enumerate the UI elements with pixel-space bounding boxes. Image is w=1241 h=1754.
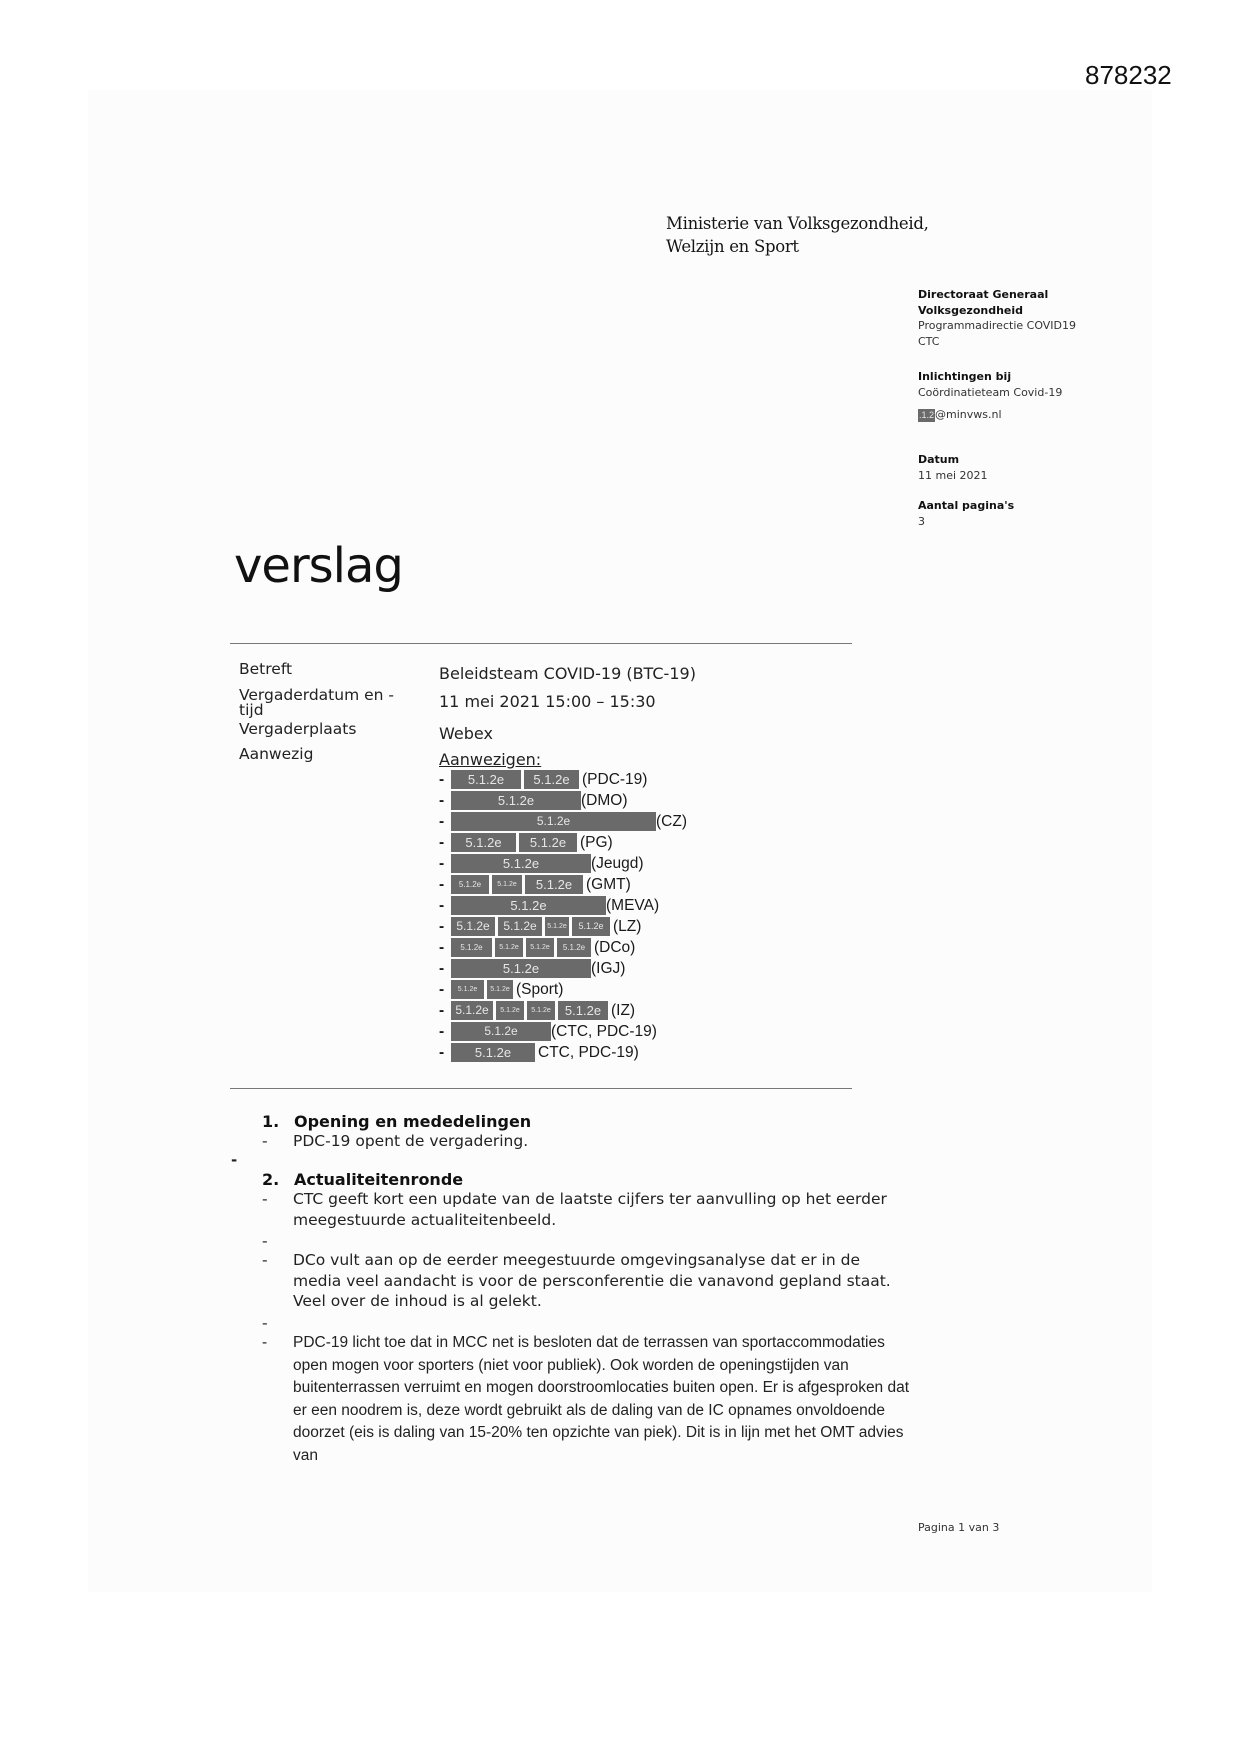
redaction-block: 5.1.2e bbox=[451, 1022, 551, 1041]
datetime-label: Vergaderdatum en - tijd bbox=[239, 686, 394, 719]
attendee-row: - 5.1.2e 5.1.2e (PDC-19) bbox=[439, 770, 648, 788]
pages-block bbox=[918, 498, 1014, 529]
attendee-org: (PG) bbox=[580, 833, 613, 851]
attendee-row: - 5.1.2e 5.1.2e (PG) bbox=[439, 833, 613, 851]
attendee-org: (LZ) bbox=[613, 917, 642, 935]
section-bullet: - DCo vult aan op de eerder meegestuurde omgevingsanalyse dat er in de media veel aandacht is voor de persconferentie die vanavond gepland staat. Veel over de inhoud is al gelekt. bbox=[262, 1251, 891, 1310]
redaction-block: 5.1.2e bbox=[451, 854, 591, 873]
redaction-block: 5.1.2e bbox=[451, 917, 495, 936]
attendee-row: - 5.1.2e 5.1.2e 5.1.2e 5.1.2e (LZ) bbox=[439, 917, 642, 935]
attendee-row: - 5.1.2e (CTC, PDC-19) bbox=[439, 1022, 657, 1040]
attendee-row: - 5.1.2e (MEVA) bbox=[439, 896, 660, 914]
date-label: Datum bbox=[918, 453, 960, 466]
ministry-logo-text bbox=[666, 212, 929, 258]
section-bullet: - CTC geeft kort een update van de laatste cijfers ter aanvulling op het eerder meegestuurde actualiteitenbeeld. bbox=[262, 1190, 887, 1229]
attendee-org: (IGJ) bbox=[591, 959, 626, 977]
redaction-block: 5.1.2e bbox=[496, 1001, 524, 1020]
redaction-block: 5.1.2e bbox=[451, 959, 591, 978]
redaction-block: 5.1.2e bbox=[451, 812, 656, 831]
email-domain: @minvws.nl bbox=[935, 408, 1002, 421]
info-title: Inlichtingen bij bbox=[918, 370, 1012, 383]
ministry-line-2: Welzijn en Sport bbox=[666, 237, 799, 256]
pages-value: 3 bbox=[918, 514, 925, 528]
info-email bbox=[918, 407, 1062, 423]
redaction-block: 5.1.2e bbox=[451, 833, 516, 852]
redaction-block: 5.1.2e bbox=[492, 875, 522, 894]
redaction-block: 5.1.2e bbox=[526, 938, 554, 957]
subject-label: Betreft bbox=[239, 660, 293, 678]
redaction-block: 5.1.2e bbox=[545, 917, 569, 936]
redaction-block: 5.1.2e bbox=[451, 896, 606, 915]
redaction-block: 5.1.2e bbox=[451, 791, 581, 810]
subject-value: Beleidsteam COVID-19 (BTC-19) bbox=[439, 664, 696, 683]
attendee-org: (CZ) bbox=[656, 812, 687, 830]
redaction-block: 5.1.2e bbox=[572, 917, 610, 936]
attendee-row: - 5.1.2e 5.1.2e 5.1.2e (GMT) bbox=[439, 875, 631, 893]
present-label: Aanwezig bbox=[239, 745, 314, 763]
attendee-row: - 5.1.2e 5.1.2e 5.1.2e 5.1.2e (DCo) bbox=[439, 938, 636, 956]
section-heading: 2. Actualiteitenronde bbox=[262, 1170, 464, 1189]
attendee-org: (DMO) bbox=[581, 791, 628, 809]
attendee-row: - 5.1.2e 5.1.2e (Sport) bbox=[439, 980, 564, 998]
directorate-title-1: Directoraat Generaal bbox=[918, 288, 1049, 301]
redaction-block: 5.1.2e bbox=[495, 938, 523, 957]
redaction-block: 5.1.2e bbox=[519, 833, 577, 852]
document-number: 878232 bbox=[1085, 60, 1172, 90]
location-value: Webex bbox=[439, 724, 493, 743]
redaction-block: 5.1.2e bbox=[527, 1001, 555, 1020]
attendee-row: - 5.1.2e CTC, PDC-19) bbox=[439, 1043, 639, 1061]
attendee-org: (Jeugd) bbox=[591, 854, 644, 872]
directorate-title-2: Volksgezondheid bbox=[918, 303, 1024, 317]
location-label: Vergaderplaats bbox=[239, 720, 357, 738]
divider-top bbox=[230, 643, 852, 644]
directorate-line-2: CTC bbox=[918, 334, 940, 348]
attendee-org: (GMT) bbox=[586, 875, 631, 893]
redaction-block: 5.1.2e bbox=[525, 875, 583, 894]
redaction-block: 5.1.2e bbox=[524, 770, 579, 789]
attendee-org: CTC, PDC-19) bbox=[538, 1043, 639, 1061]
redaction-block: 5.1.2e bbox=[451, 938, 492, 957]
attendee-row: - 5.1.2e (CZ) bbox=[439, 812, 687, 830]
document-title: verslag bbox=[234, 538, 403, 594]
redaction-block: 5.1.2e bbox=[558, 1001, 608, 1020]
attendee-org: (IZ) bbox=[611, 1001, 636, 1019]
attendee-org: (PDC-19) bbox=[582, 770, 648, 788]
present-heading: Aanwezigen: bbox=[439, 750, 542, 769]
attendee-org: (CTC, PDC-19) bbox=[551, 1022, 657, 1040]
datetime-value: 11 mei 2021 15:00 – 15:30 bbox=[439, 692, 656, 711]
ministry-line-1: Ministerie van Volksgezondheid, bbox=[666, 214, 929, 233]
attendee-row: - 5.1.2e 5.1.2e 5.1.2e 5.1.2e (IZ) bbox=[439, 1001, 636, 1019]
directorate-block bbox=[918, 287, 1076, 349]
date-value: 11 mei 2021 bbox=[918, 468, 988, 482]
section-heading: 1. Opening en mededelingen bbox=[262, 1112, 532, 1131]
redaction-block: 5.1.2e bbox=[557, 938, 591, 957]
directorate-line-1: Programmadirectie COVID19 bbox=[918, 319, 1077, 332]
attendee-org: (Sport) bbox=[516, 980, 564, 998]
info-block bbox=[918, 369, 1062, 423]
stray-dash: - bbox=[231, 1151, 238, 1169]
redaction-block: 5.1.2e bbox=[451, 875, 489, 894]
page-footer: Pagina 1 van 3 bbox=[918, 1521, 1000, 1534]
attendee-row: - 5.1.2e (Jeugd) bbox=[439, 854, 644, 872]
redaction-block: 5.1.2e bbox=[451, 1001, 493, 1020]
attendee-org: (DCo) bbox=[594, 938, 636, 956]
section-bullet: - PDC-19 opent de vergadering. bbox=[262, 1132, 529, 1150]
attendee-org: (MEVA) bbox=[606, 896, 660, 914]
section-bullet: - PDC-19 licht toe dat in MCC net is besloten dat de terrassen van sportaccommodaties open mogen voor sporters (niet voor publiek). Ook worden de openingstijden van buitenterrassen verruimt en mogen doorstroomlocaties buiten open. Er is afgesproken dat er een noodrem is, deze wordt gebruikt als de daling van de IC opnames onvoldoende doorzet (eis is daling van 15-20% ten opzichte van piek). Dit is in lijn met het OMT advies van bbox=[262, 1334, 910, 1464]
info-team: Coördinatieteam Covid-19 bbox=[918, 385, 1063, 399]
redaction-block: 5.1.2e bbox=[451, 1043, 535, 1062]
date-block bbox=[918, 452, 988, 483]
attendee-row: - 5.1.2e (IGJ) bbox=[439, 959, 626, 977]
redaction-block: 5.1.2e bbox=[487, 980, 513, 999]
redaction-block: 5.1.2e bbox=[451, 980, 484, 999]
pages-label: Aantal pagina's bbox=[918, 499, 1015, 512]
divider-bottom bbox=[230, 1088, 852, 1089]
attendee-row: - 5.1.2e (DMO) bbox=[439, 791, 628, 809]
redaction-block: 5.1.2e bbox=[498, 917, 542, 936]
redaction-block: .1.2 bbox=[918, 409, 934, 420]
redaction-block: 5.1.2e bbox=[451, 770, 521, 789]
